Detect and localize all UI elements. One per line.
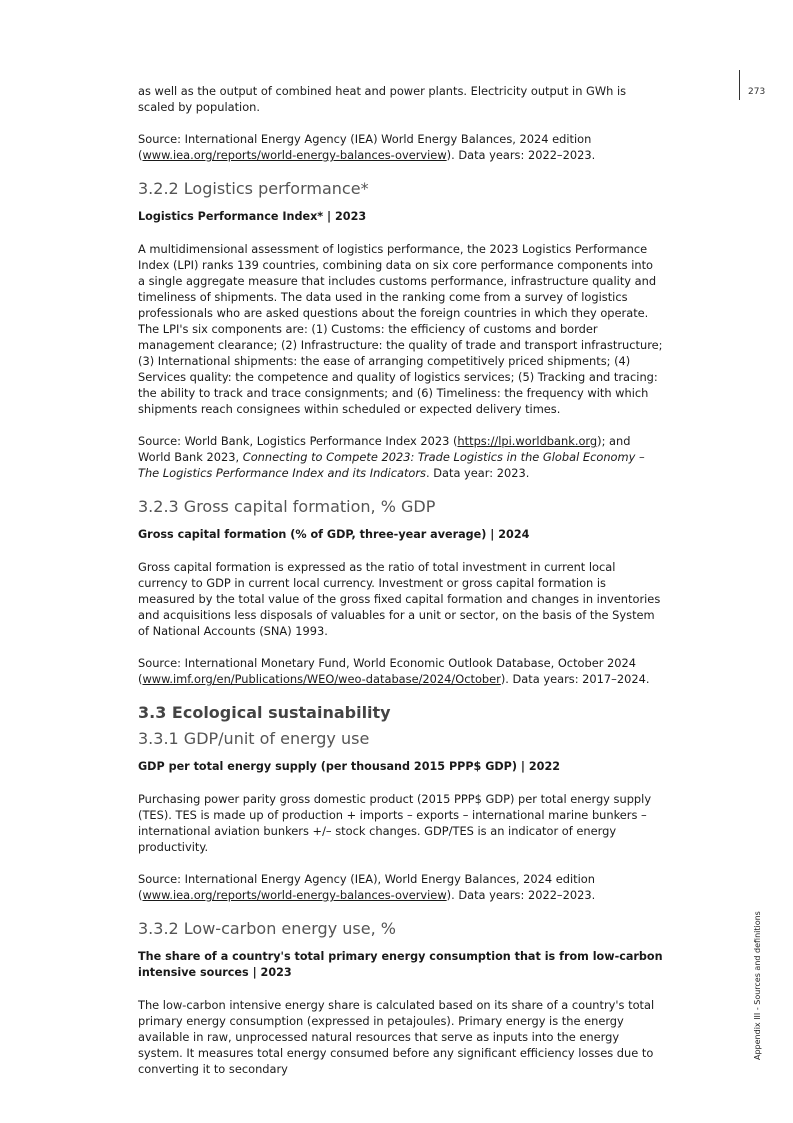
intro-paragraph: as well as the output of combined heat and power plants. Electricity output in GWh is scaled by population. [138, 84, 627, 114]
indicator-logistics: Logistics Performance Index* | 2023 [138, 210, 367, 223]
page-number: 273 [748, 87, 766, 97]
page-number-rule [739, 70, 740, 100]
source-capital-formation: Source: International Monetary Fund, World Economic Outlook Database, October 2024 (www.imf.org/en/Publications/WEO/weo-database/2024/October). Data years: 2017–2024. [138, 656, 650, 686]
source-gdp-energy: Source: International Energy Agency (IEA), World Energy Balances, 2024 edition (www.iea.org/reports/world-energy-balances-overview). Data years: 2022–2023. [138, 872, 596, 902]
section-heading-gdp-energy: 3.3.1 GDP/unit of energy use [138, 729, 370, 748]
body-logistics: A multidimensional assessment of logistics performance, the 2023 Logistics Performance Index (LPI) ranks 139 countries, combining data on six core performance components into a single aggregate measure that includes customs performance, infrastructure quality and timeliness of shipments. The data used in the ranking come from a survey of logistics professionals who are asked questions about the foreign countries in which they operate. The LPI's six components are: (1) Customs: the efficiency of customs and border management clearance; (2) Infrastructure: the quality of trade and transport infrastructure; (3) International shipments: the ease of arranging competitively priced shipments; (4) Services quality: the competence and quality of logistics services; (5) Tracking and tracing: the ability to track and trace consignments; and (6) Timeliness: the frequency with which shipments reach consignees within scheduled or expected delivery times. [138, 242, 663, 416]
imf-link[interactable]: www.imf.org/en/Publications/WEO/weo-database/2024/October [142, 672, 501, 686]
iea-link-2[interactable]: www.iea.org/reports/world-energy-balances-overview [142, 888, 447, 902]
indicator-gdp-energy: GDP per total energy supply (per thousand 2015 PPP$ GDP) | 2022 [138, 760, 561, 773]
iea-link[interactable]: www.iea.org/reports/world-energy-balances-overview [142, 148, 447, 162]
body-low-carbon: The low-carbon intensive energy share is calculated based on its share of a country's total primary energy consumption (expressed in petajoules). Primary energy is the energy available in raw, unprocessed natural resources that serve as inputs into the energy system. It measures total energy consumed before any significant efficiency losses due to converting it to secondary [138, 998, 655, 1076]
indicator-low-carbon: The share of a country's total primary energy consumption that is from low-carbon intensive sources | 2023 [138, 950, 663, 979]
section-heading-low-carbon: 3.3.2 Low-carbon energy use, % [138, 919, 396, 938]
section-heading-ecological: 3.3 Ecological sustainability [138, 703, 391, 722]
section-heading-logistics: 3.2.2 Logistics performance* [138, 179, 369, 198]
source-logistics: Source: World Bank, Logistics Performance Index 2023 (https://lpi.worldbank.org); and World Bank 2023, Connecting to Compete 2023: Trade Logistics in the Global Economy – The Logistics Performance Index and its Indicators. Data year: 2023. [138, 434, 645, 480]
section-heading-capital-formation: 3.2.3 Gross capital formation, % GDP [138, 497, 436, 516]
body-gdp-energy: Purchasing power parity gross domestic product (2015 PPP$ GDP) per total energy supply (TES). TES is made up of production + imports – exports – international marine bunkers – international aviation bunkers +/– stock changes. GDP/TES is an indicator of energy productivity. [138, 792, 652, 854]
side-running-title: Appendix III - Sources and definitions [753, 911, 762, 1060]
body-capital-formation: Gross capital formation is expressed as the ratio of total investment in current local currency to GDP in current local currency. Investment or gross capital formation is measured by the total value of the gross fixed capital formation and changes in inventories and acquisitions less disposals of valuables for a unit or sector, on the basis of the System of National Accounts (SNA) 1993. [138, 560, 661, 638]
page-content [138, 83, 663, 1093]
indicator-capital-formation: Gross capital formation (% of GDP, three-year average) | 2024 [138, 528, 530, 541]
intro-source: Source: International Energy Agency (IEA) World Energy Balances, 2024 edition (www.iea.org/reports/world-energy-balances-overview). Data years: 2022–2023. [138, 132, 596, 162]
lpi-link[interactable]: https://lpi.worldbank.org [457, 434, 598, 448]
